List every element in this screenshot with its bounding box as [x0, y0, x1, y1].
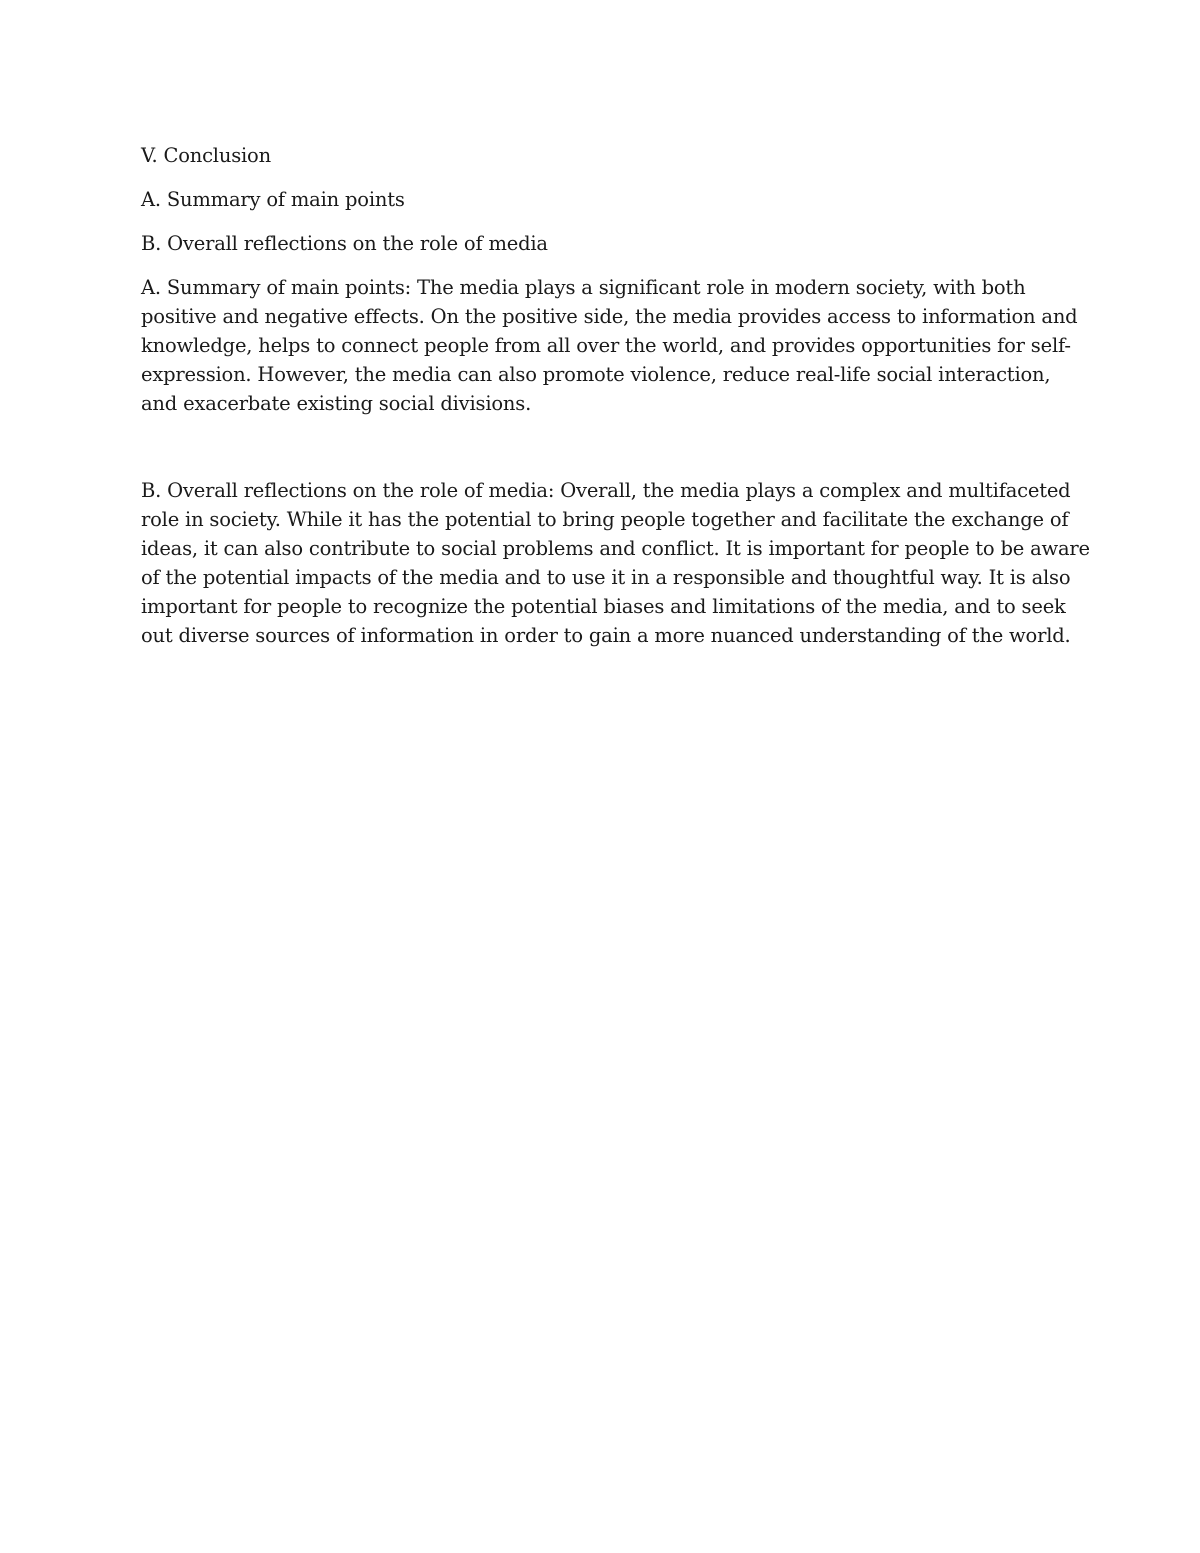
paragraph-line: important for people to recognize the potential biases and limitations of the media, and to seek	[141, 595, 1066, 618]
paragraph-line: A. Summary of main points: The media plays a significant role in modern society, with both	[141, 276, 1026, 299]
paragraph-reflections	[141, 476, 1090, 650]
outline-item-summary: A. Summary of main points	[141, 188, 405, 211]
paragraph-line: of the potential impacts of the media and to use it in a responsible and thoughtful way. It is also	[141, 566, 1071, 589]
paragraph-line: role in society. While it has the potential to bring people together and facilitate the exchange of	[141, 508, 1069, 531]
paragraph-line: ideas, it can also contribute to social problems and conflict. It is important for people to be aware	[141, 537, 1090, 560]
outline-item-reflections: B. Overall reflections on the role of media	[141, 232, 548, 255]
document-body	[141, 141, 1090, 650]
paragraph-summary	[141, 273, 1078, 418]
paragraph-line: expression. However, the media can also promote violence, reduce real-life social interaction,	[141, 363, 1051, 386]
section-heading: V. Conclusion	[141, 144, 271, 167]
paragraph-line: B. Overall reflections on the role of media: Overall, the media plays a complex and multifaceted	[141, 479, 1071, 502]
paragraph-line: out diverse sources of information in order to gain a more nuanced understanding of the world.	[141, 624, 1071, 647]
paragraph-line: knowledge, helps to connect people from all over the world, and provides opportunities for self-	[141, 334, 1071, 357]
paragraph-line: and exacerbate existing social divisions.	[141, 392, 532, 415]
paragraph-line: positive and negative effects. On the positive side, the media provides access to information and	[141, 305, 1078, 328]
